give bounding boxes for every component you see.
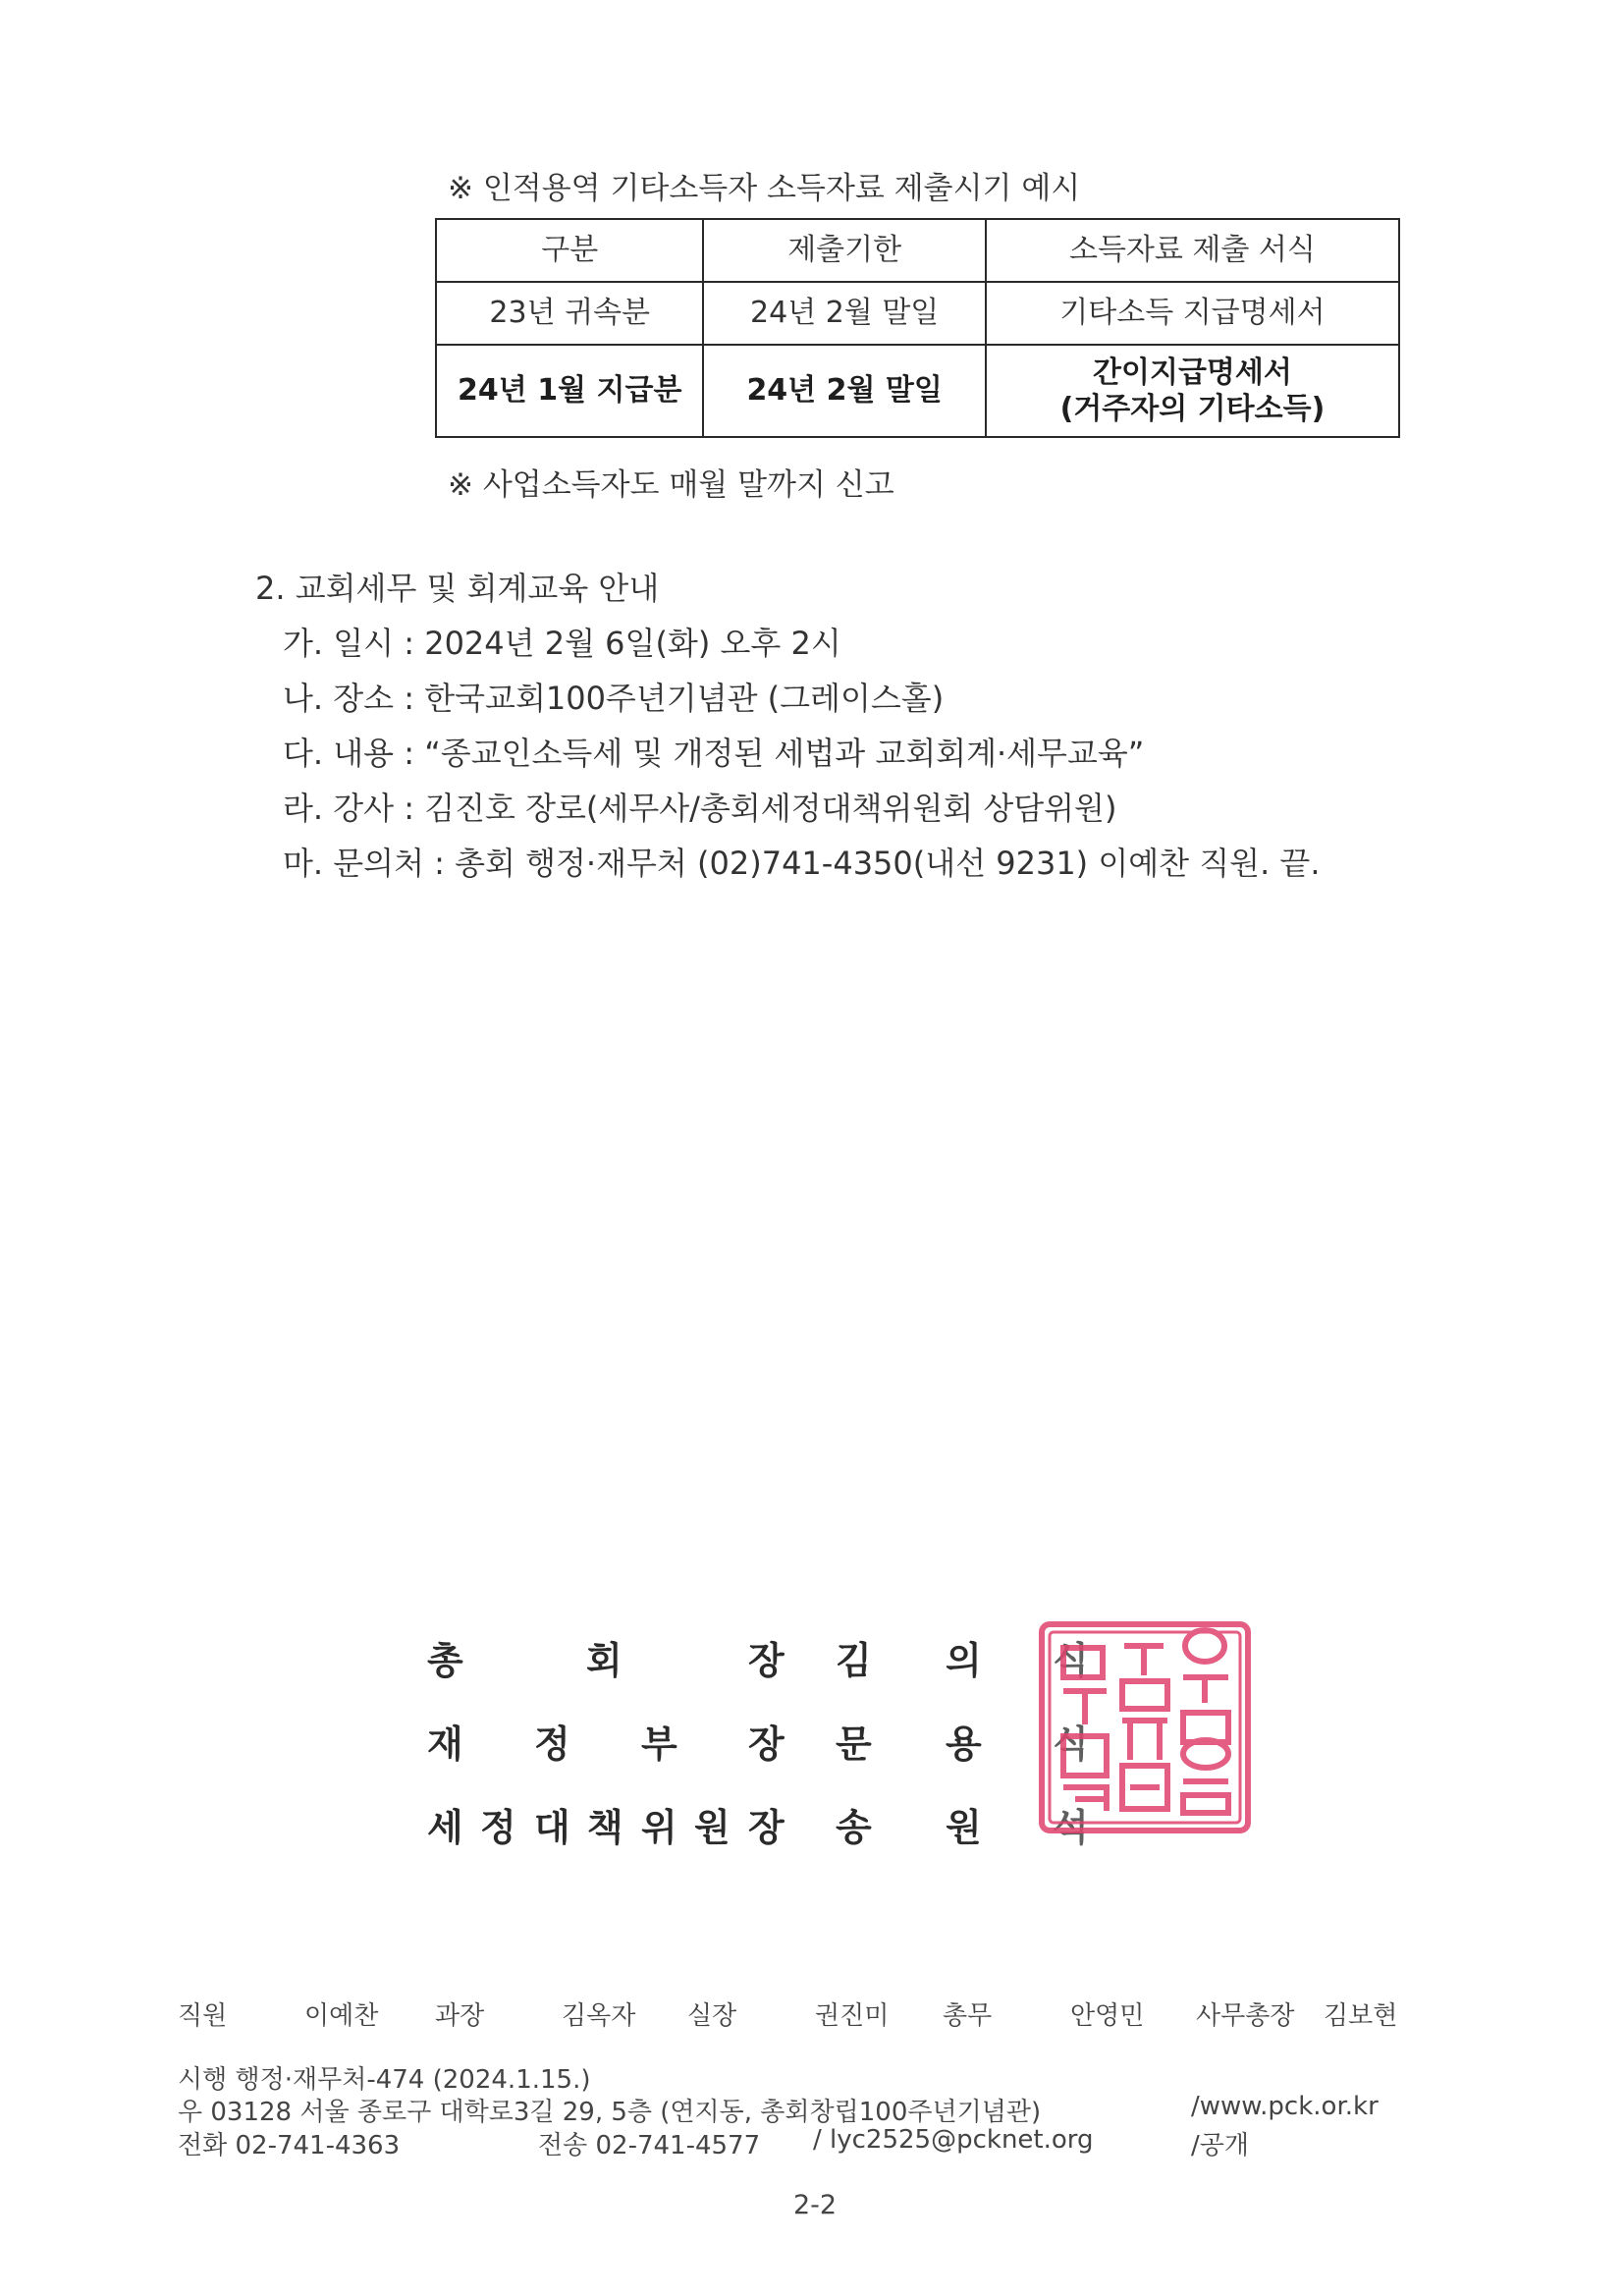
enforcement-info: 시행 행정·재무처-474 (2024.1.15.)	[178, 2065, 591, 2095]
submission-schedule-table	[435, 218, 1400, 438]
table-cell: 24년 2월 말일	[703, 282, 985, 345]
table-cell: 24년 2월 말일	[703, 345, 985, 437]
website-link[interactable]: /www.pck.or.kr	[1191, 2092, 1379, 2121]
table-cell: 24년 1월 지급분	[436, 345, 703, 437]
approval-role: 과장	[435, 2001, 485, 2031]
table-after-note: ※ 사업소득자도 매월 말까지 신고	[448, 467, 894, 503]
approval-role: 총무	[943, 2001, 993, 2031]
approval-role: 사무총장	[1196, 2001, 1295, 2031]
signature-title-char: 원	[694, 1806, 731, 1849]
signature-title-char: 대	[534, 1806, 570, 1849]
signature-title-char: 세	[427, 1806, 463, 1849]
signature-title-char: 정	[480, 1806, 516, 1849]
section-item-date: 가. 일시 : 2024년 2월 6일(화) 오후 2시	[283, 625, 841, 662]
disclosure-info: /공개	[1191, 2131, 1249, 2160]
approval-name: 권진미	[815, 2001, 890, 2031]
signature-name-char: 식	[1053, 1639, 1089, 1682]
signature-name-char: 문	[836, 1722, 872, 1766]
table-row	[436, 282, 1399, 345]
section-item-contact: 마. 문의처 : 총회 행정·재무처 (02)741-4350(내선 9231) 이예찬 직원. 끝.	[283, 845, 1321, 882]
page-number: 2-2	[793, 2190, 838, 2220]
section-item-place: 나. 장소 : 한국교회100주년기념관 (그레이스홀)	[283, 680, 945, 717]
table-header-cell: 소득자료 제출 서식	[986, 219, 1399, 282]
section-heading: 2. 교회세무 및 회계교육 안내	[255, 570, 660, 607]
section-item-content: 다. 내용 : “종교인소득세 및 개정된 세법과 교회회계·세무교육”	[283, 735, 1145, 772]
signature-name-char: 용	[946, 1722, 982, 1766]
signature-name-char: 김	[836, 1639, 872, 1682]
approval-role: 실장	[687, 2001, 737, 2031]
approval-name: 안영민	[1070, 2001, 1145, 2031]
table-header-cell: 제출기한	[703, 219, 985, 282]
signature-title-char: 재	[427, 1722, 463, 1766]
table-header-cell: 구분	[436, 219, 703, 282]
approval-role: 직원	[178, 2001, 228, 2031]
signature-name-char: 의	[946, 1639, 982, 1682]
signature-title-char: 회	[586, 1639, 623, 1682]
signature-title-char: 총	[427, 1639, 463, 1682]
table-note: ※ 인적용역 기타소득자 소득자료 제출시기 예시	[448, 171, 1081, 206]
address-info: 우 03128 서울 종로구 대학로3길 29, 5층 (연지동, 총회창립100주년기념관)	[178, 2098, 1042, 2127]
signature-title-char: 정	[534, 1722, 570, 1766]
official-seal-icon	[1036, 1618, 1254, 1836]
phone-info: 전화 02-741-4363	[178, 2131, 401, 2160]
signature-title-char: 장	[748, 1639, 785, 1682]
signature-title-char: 위	[641, 1806, 677, 1849]
fax-info: 전송 02-741-4577	[538, 2131, 761, 2160]
table-cell: 23년 귀속분	[436, 282, 703, 345]
signature-title-char: 장	[748, 1722, 785, 1766]
email-link[interactable]: / lyc2525@pcknet.org	[813, 2125, 1094, 2155]
table-cell: 기타소득 지급명세서	[986, 282, 1399, 345]
approval-name: 이예찬	[304, 2001, 379, 2031]
section-item-lecturer: 라. 강사 : 김진호 장로(세무사/총회세정대책위원회 상담위원)	[283, 790, 1117, 827]
table-row	[436, 345, 1399, 437]
signature-name-char: 석	[1053, 1806, 1089, 1849]
approval-name: 김보현	[1324, 2001, 1398, 2031]
signature-name-char: 송	[836, 1806, 872, 1849]
signature-title-char: 책	[587, 1806, 623, 1849]
signature-title-char: 장	[748, 1806, 785, 1849]
table-cell: 간이지급명세서 (거주자의 기타소득)	[986, 345, 1399, 437]
signature-name-char: 식	[1053, 1722, 1089, 1766]
table-header-row	[436, 219, 1399, 282]
approval-name: 김옥자	[562, 2001, 636, 2031]
signature-name-char: 원	[946, 1806, 982, 1849]
signature-title-char: 부	[641, 1722, 677, 1766]
